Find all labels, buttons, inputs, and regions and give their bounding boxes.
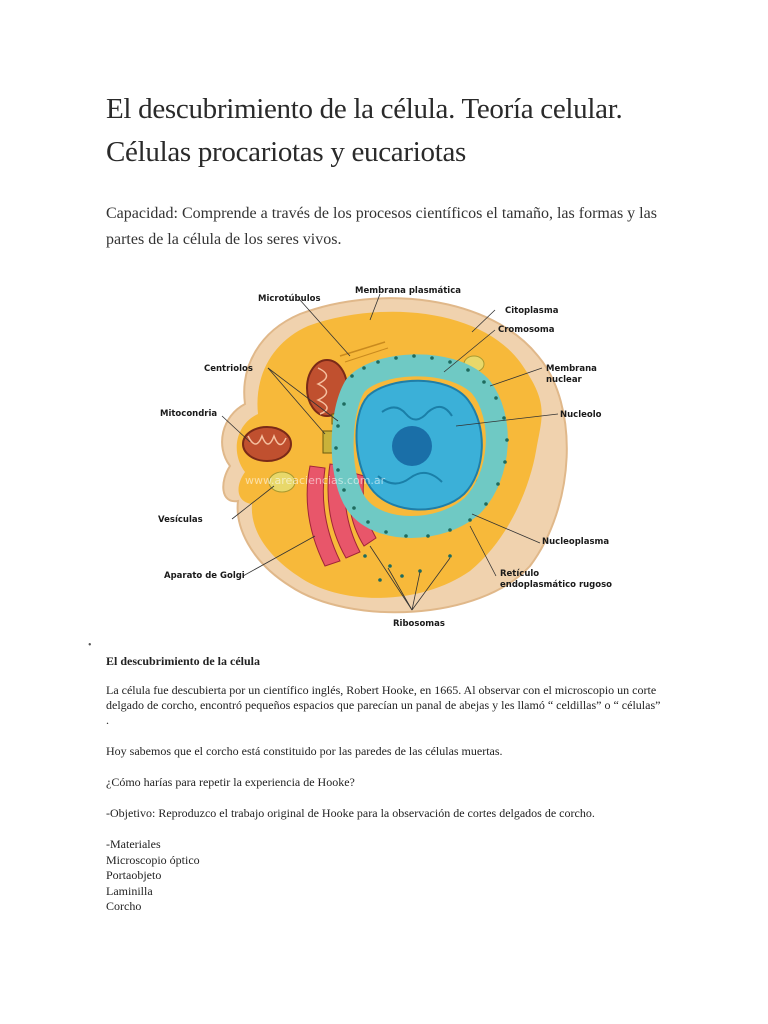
paragraph-objective: -Objetivo: Reproduzco el trabajo original de Hooke para la observación de cortes delgados de corcho. (106, 806, 595, 820)
materials-item: Microscopio óptico (106, 852, 200, 867)
title-line-2: Células procariotas y eucariotas (106, 136, 467, 168)
label-reticulo-2: endoplasmático rugoso (500, 580, 613, 590)
materials-item: Corcho (106, 899, 142, 914)
label-centriolos: Centriolos (204, 364, 253, 374)
label-ribosomas: Ribosomas (393, 619, 445, 629)
label-nucleoplasma: Nucleoplasma (542, 537, 610, 547)
section-heading: El descubrimiento de la célula (106, 654, 260, 668)
diagram-watermark: www.areaciencias.com.ar (245, 474, 386, 487)
label-reticulo-1: Retículo (500, 569, 540, 579)
capacity-text: Capacidad: Comprende a través de los procesos científicos el tamaño, las formas y las partes de la célula de los seres vivos. (106, 205, 657, 248)
label-nucleolo: Nucleolo (560, 410, 602, 420)
label-aparato-golgi: Aparato de Golgi (164, 571, 245, 581)
label-microtubulos: Microtúbulos (258, 294, 321, 304)
discovery-section (106, 654, 666, 915)
label-vesiculas: Vesículas (158, 515, 203, 525)
paragraph-hooke: La célula fue descubierta por un científico inglés, Robert Hooke, en 1665. Al observar con el microscopio un corte delgado de corcho, encontró pequeños espacios que parecían un panal de abejas y les llamó “ celdillas” o “ células” . (106, 683, 661, 727)
materials-heading: -Materiales (106, 837, 161, 851)
label-cromosoma: Cromosoma (498, 325, 555, 335)
label-membrana-nuclear-1: Membrana (546, 364, 597, 374)
materials-item: Laminilla (106, 883, 153, 898)
label-mitocondria: Mitocondria (160, 409, 218, 419)
materials-list (106, 853, 666, 915)
cell-diagram-svg (150, 276, 620, 636)
page-title (106, 88, 706, 174)
centriole-1 (323, 431, 333, 453)
bullet-marker: • (88, 640, 92, 651)
label-membrana-nuclear-2: nuclear (546, 375, 582, 385)
label-citoplasma: Citoplasma (505, 306, 559, 316)
title-line-1: El descubrimiento de la célula. Teoría celular. (106, 93, 623, 125)
label-membrana-plasmatica: Membrana plasmática (355, 286, 461, 296)
materials-item: Portaobjeto (106, 868, 162, 883)
paragraph-cork-walls: Hoy sabemos que el corcho está constituido por las paredes de las células muertas. (106, 744, 503, 758)
paragraph-question: ¿Cómo harías para repetir la experiencia de Hooke? (106, 775, 355, 789)
nucleolus-shape (392, 426, 432, 466)
cell-diagram (150, 276, 620, 636)
